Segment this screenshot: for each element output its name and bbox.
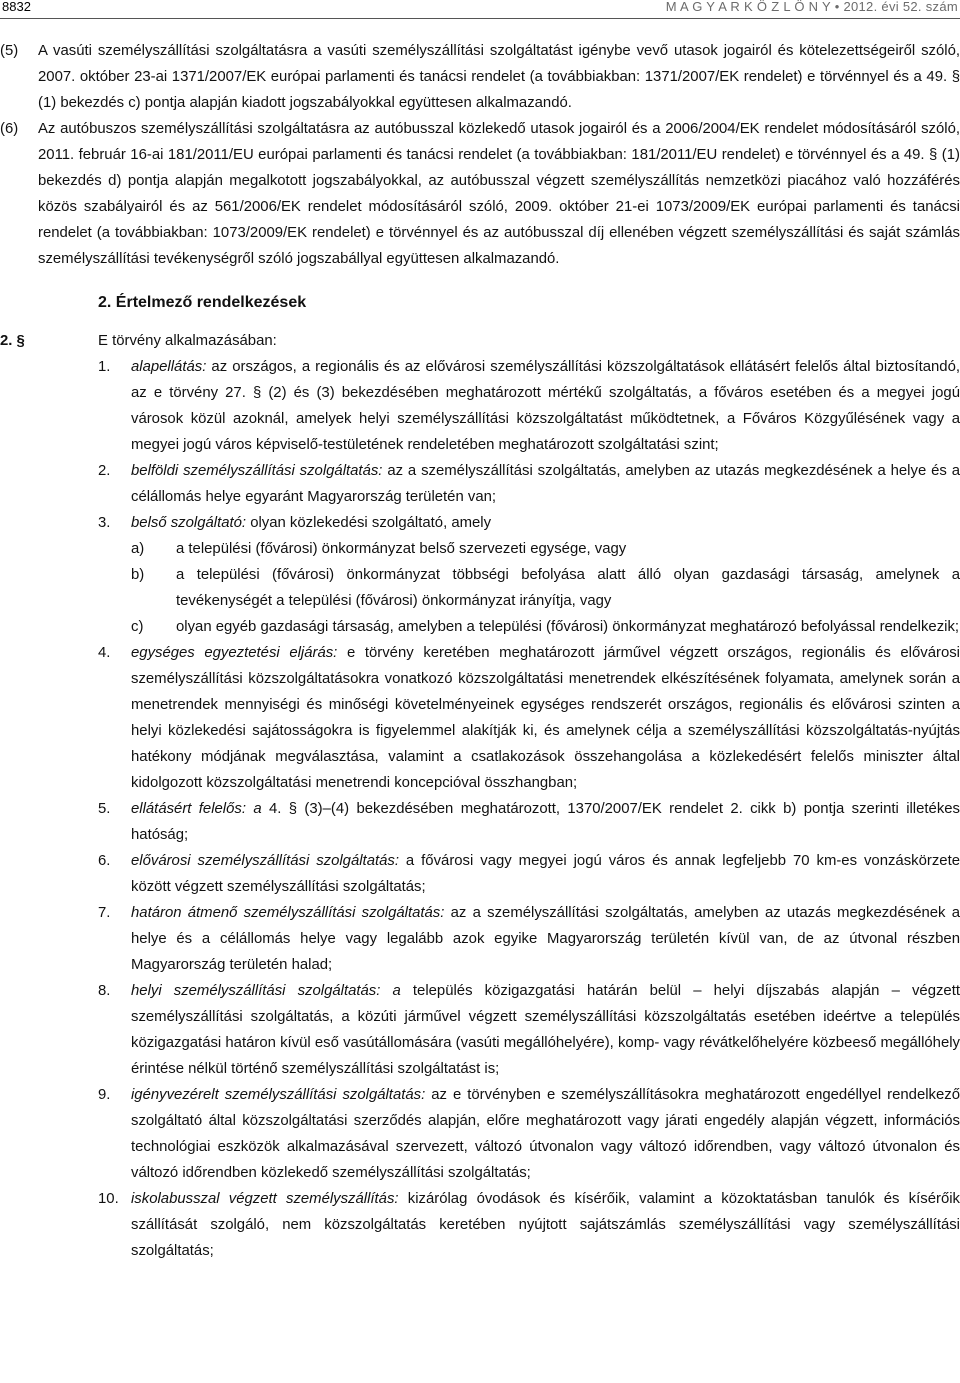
issue-number: 2012. évi 52. szám [843, 0, 958, 14]
sub-item-letter: c) [131, 619, 144, 635]
item-number: 7. [98, 905, 111, 921]
item-number: 3. [98, 515, 111, 531]
item-number: 5. [98, 801, 111, 817]
definition-text: a fővárosi vagy megyei jogú város és annak legfeljebb 70 km-es vonzáskörzete között végzett személyszállítási szolgáltatás; [131, 853, 960, 895]
definition-text: kizárólag óvodások és kísérőik, valamint a közoktatásban tanulók és kísérőik szállítását szolgáló, nem közszolgáltatás keretében nyújtott sajátszámlás személyszállítási vagy személyszállítási szolgáltatás; [131, 1191, 960, 1259]
section-number: 2. § [0, 333, 25, 349]
definition-item [0, 354, 960, 458]
definition-text: 4. § (3)–(4) bekezdésében meghatározott, 1370/2007/EK rendelet 2. cikk b) pontja szerinti illetékes hatóság; [131, 801, 960, 843]
defined-term: iskolabusszal végzett személyszállítás: [131, 1191, 399, 1207]
paragraph-number: (6) [0, 121, 19, 137]
defined-term: alapellátás: [131, 359, 207, 375]
sub-item-text: a települési (fővárosi) önkormányzat többségi befolyása alatt álló olyan gazdasági társaság, amelynek a tevékenységét a települési (fővárosi) önkormányzat irányítja, vagy [176, 567, 960, 609]
sub-item [0, 562, 960, 614]
defined-term: határon átmenő személyszállítási szolgáltatás: [131, 905, 445, 921]
page-header [0, 0, 960, 22]
defined-term: belföldi személyszállítási szolgáltatás: [131, 463, 383, 479]
item-number: 10. [98, 1191, 119, 1207]
definition-item [0, 510, 960, 536]
definition-text: olyan közlekedési szolgáltató, amely [246, 515, 492, 531]
definition-text: az a személyszállítási szolgáltatás, amelyben az utazás megkezdésének a helye és a célállomás helye egyaránt Magyarország területén van; [131, 463, 960, 505]
paragraph-6 [0, 116, 960, 272]
paragraph-5 [0, 38, 960, 116]
journal-issue [666, 0, 958, 14]
item-number: 8. [98, 983, 111, 999]
definition-item [0, 1082, 960, 1186]
paragraph-text: Az autóbuszos személyszállítási szolgáltatásra az autóbusszal közlekedő utasok jogairól és a 2006/2004/EK rendelet módosításáról szóló, 2011. február 16-ai 181/2011/EU európai parlamenti és tanácsi rendelet (a továbbiakban: 181/2011/EU rendelet) e törvénnyel és a 49. § (1) bekezdés d) pontja alapján megalkotott jogszabályokkal, az autóbusszal végzett személyszállítás nemzetközi piacához való hozzáférés közös szabályairól és az 561/2006/EK rendelet módosításáról szóló, 2009. október 21-ei 1073/2009/EK európai parlamenti és tanácsi rendelet (a továbbiakban: 1073/2009/EK rendelet) e törvénnyel és az autóbusszal díj ellenében végzett személyszállítási és saját számlás személyszállítási tevékenységről szóló jogszabállyal együttesen alkalmazandó. [38, 121, 960, 267]
item-number: 1. [98, 359, 111, 375]
definition-item [0, 1186, 960, 1264]
paragraph-text: A vasúti személyszállítási szolgáltatásra a vasúti személyszállítási szolgáltatást igénybe vevő utasok jogairól és kötelezettségeiről szóló, 2007. október 23-ai 1371/2007/EK európai parlamenti és tanácsi rendelet (a továbbiakban: 1371/2007/EK rendelet) e törvénnyel és a 49. § (1) bekezdés c) pontja alapján kiadott jogszabályokkal együttesen alkalmazandó. [38, 43, 960, 111]
item-number: 6. [98, 853, 111, 869]
definition-item [0, 978, 960, 1082]
paragraph-number: (5) [0, 43, 19, 59]
header-rule [0, 18, 960, 19]
definition-text: az a személyszállítási szolgáltatás, amelyben az utazás megkezdésének a helye és a célállomás helye vagy legalább azok egyike Magyarország területén kívül van, de az útvonal részben Magyarország területén halad; [131, 905, 960, 973]
defined-term: belső szolgáltató: [131, 515, 247, 531]
defined-term: elővárosi személyszállítási szolgáltatás: [131, 853, 399, 869]
definition-text: az e törvényben e személyszállításokra meghatározott engedéllyel rendelkező szolgáltató által közszolgáltatási szerződés alapján, előre meghatározott vagy járati engedély alapján végzett, információs technológiai eszközök alkalmazásával szervezett, változó útvonalon vagy változó időrendben, vagy változó útvonalon és változó időrendben közlekedő személyszállítási szolgáltatás; [131, 1087, 960, 1181]
definition-item [0, 796, 960, 848]
sub-item-text: a települési (fővárosi) önkormányzat belső szervezeti egysége, vagy [176, 541, 627, 557]
definition-item [0, 900, 960, 978]
item-number: 4. [98, 645, 111, 661]
lead-text: E törvény alkalmazásában: [98, 333, 277, 349]
journal-title: M A G Y A R K Ö Z L Ö N Y [665, 0, 831, 14]
defined-term: igényvezérelt személyszállítási szolgáltatás: [131, 1087, 426, 1103]
sub-item-text: olyan egyéb gazdasági társaság, amelyben a települési (fővárosi) önkormányzat meghatározó befolyással rendelkezik; [176, 619, 960, 635]
document-body [0, 38, 960, 1264]
section-lead [0, 328, 960, 354]
sub-item [0, 536, 960, 562]
item-number: 2. [98, 463, 111, 479]
section-title: 2. Értelmező rendelkezések [98, 294, 307, 311]
definition-item [0, 848, 960, 900]
definition-item [0, 640, 960, 796]
definition-item [0, 458, 960, 510]
definition-text: e törvény keretében meghatározott járművel végzett országos, regionális és elővárosi személyszállítási közszolgáltatásokra vonatkozó közszolgáltatási menetrendek elkészítésének folyamata, amelynek során a menetrendek mennyiségi és minőségi követelményeinek egységes rendszerét országos, regionális és elővárosi szinten a helyi közlekedési sajátosságokra is figyelemmel alakítják ki, és amelynek célja a személyszállítási közszolgáltatás-nyújtás hatékony módjának megválasztása, valamint a csatlakozások összehangolása a közlekedésért felelős miniszter által kidolgozott közszolgáltatási menetrendi koncepcióval összhangban; [131, 645, 960, 791]
sub-item-letter: b) [131, 567, 145, 583]
sub-item [0, 614, 960, 640]
defined-term: egységes egyeztetési eljárás: [131, 645, 338, 661]
item-number: 9. [98, 1087, 111, 1103]
sub-item-letter: a) [131, 541, 145, 557]
defined-term: ellátásért felelős: a [131, 801, 262, 817]
definition-text: az országos, a regionális és az elővárosi személyszállítási közszolgáltatások ellátásért felelős által biztosítandó, az e törvény 27. § (2) és (3) bekezdésében meghatározott mértékű szolgáltatás, a főváros esetében és a megyei jogú városok közül azoknál, amelyek helyi személyszállítási közszolgáltatást működtetnek, a Főváros Közgyűlésének vagy a megyei jogú város képviselő-testületének rendeletében meghatározott szolgáltatási szint; [131, 359, 960, 453]
page-number: 8832 [2, 0, 31, 14]
separator-bullet: • [834, 0, 840, 14]
definition-text: település közigazgatási határán belül – helyi díjszabás alapján – végzett személyszállítási szolgáltatás, a közúti járművel végzett személyszállítási közszolgáltatás esetében ideértve a település közigazgatási határon kívül eső vasútállomására (vasúti megállóhelyére), komp- vagy révátkelőhelyére közbeeső megállóhely érintése nélkül történő személyszállítási szolgáltatást is; [131, 983, 960, 1077]
defined-term: helyi személyszállítási szolgáltatás: a [131, 983, 401, 999]
